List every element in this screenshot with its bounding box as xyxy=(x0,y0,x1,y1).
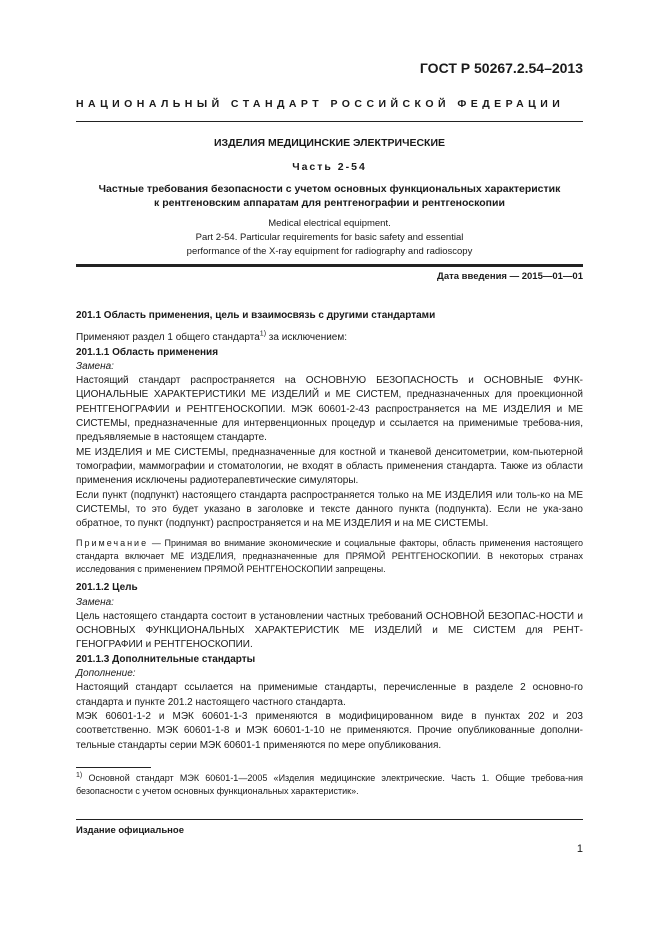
section-heading-201-1-1: 201.1.1 Область применения xyxy=(76,346,219,358)
effective-date: Дата введения — 2015—01—01 xyxy=(437,271,583,282)
footnote-text: Основной стандарт МЭК 60601-1—2005 «Изделия медицинские электрические. Часть 1. Общие требова-ния безопасности с учетом основных функциональных характеристик». xyxy=(76,773,583,796)
footnote-mark: 1) xyxy=(76,772,83,779)
document-subtitle xyxy=(76,182,583,210)
note-paragraph xyxy=(76,537,583,575)
english-title-line-1: Medical electrical equipment. xyxy=(268,218,391,229)
english-title xyxy=(76,217,583,259)
main-content xyxy=(76,309,583,753)
intro-text: Применяют раздел 1 общего стандарта xyxy=(76,332,260,344)
english-title-line-3: performance of the X-ray equipment for radiography and radioscopy xyxy=(186,246,473,257)
note-label: Примечание xyxy=(76,538,149,549)
section-heading-201-1-2: 201.1.2 Цель xyxy=(76,582,138,594)
part-number: Часть 2-54 xyxy=(292,161,367,173)
paragraph-collateral-1: Настоящий стандарт ссылается на применимые стандарты, перечисленные в разделе 2 основно-го стандарта и пункте 201.2 настоящего частного стандарта. xyxy=(76,682,583,708)
replacement-label-1: Замена: xyxy=(76,360,114,372)
paragraph-purpose: Цель настоящего стандарта состоит в установлении частных требований ОСНОВНОЙ БЕЗОПАС-НОСТИ и ОСНОВНЫХ ФУНКЦИОНАЛЬНЫХ ХАРАКТЕРИСТИК МЕ ИЗДЕЛИЙ и МЕ СИСТЕМ для РЕНТ-ГЕНОГРАФИИ и РЕНТГЕНОСКОПИИ. xyxy=(76,610,583,651)
title-divider xyxy=(76,264,583,267)
national-standard-banner: НАЦИОНАЛЬНЫЙ СТАНДАРТ РОССИЙСКОЙ ФЕДЕРАЦИИ xyxy=(76,98,565,110)
addition-label: Дополнение: xyxy=(76,668,136,680)
replacement-label-2: Замена: xyxy=(76,596,114,608)
english-title-line-2: Part 2-54. Particular requirements for basic safety and essential xyxy=(195,232,464,243)
footnote-ref: 1) xyxy=(259,330,267,338)
paragraph-exclusions: МЕ ИЗДЕЛИЯ и МЕ СИСТЕМЫ, предназначенные для костной и тканевой денситометрии, ком-пьютерной томографии, маммографии и стоматологии, не входят в область применения стандарта. Также из области применения исключены радиотерапевтические симуляторы. xyxy=(76,446,583,487)
intro-text-end: за исключением: xyxy=(266,332,348,344)
paragraph-collateral-2: МЭК 60601-1-2 и МЭК 60601-1-3 применяются в модифицированном виде в пунктах 202 и 203 соответственно. МЭК 60601-1-8 и МЭК 60601-1-10 не применяются. Прочие опубликованные дополни-тельные стандарты серии МЭК 60601-1 применяются по мере опубликования. xyxy=(76,710,583,751)
section-heading-201-1-3: 201.1.3 Дополнительные стандарты xyxy=(76,653,256,665)
footnote xyxy=(76,772,583,798)
gost-number: ГОСТ Р 50267.2.54–2013 xyxy=(419,60,583,76)
intro-paragraph xyxy=(76,331,583,345)
official-edition-label: Издание официальное xyxy=(76,825,184,836)
paragraph-applicability: Если пункт (подпункт) настоящего стандарта распространяется только на МЕ ИЗДЕЛИЯ или толь-ко на МЕ СИСТЕМЫ, то это будет указано в заголовке и тексте данного пункта (подпункта). Если не ука-зано обратное, то пункт (подпункт) распространяется и на МЕ ИЗДЕЛИЯ и на МЕ СИСТЕМЫ. xyxy=(76,489,583,530)
footer-divider xyxy=(76,819,583,820)
subtitle-line-1: Частные требования безопасности с учетом основных функциональных характеристик xyxy=(98,183,561,195)
footnote-divider xyxy=(76,767,151,768)
subtitle-line-2: к рентгеновским аппаратам для рентгенографии и рентгеноскопии xyxy=(154,197,505,209)
header-divider xyxy=(76,121,583,122)
page-number: 1 xyxy=(576,843,583,855)
document-title: ИЗДЕЛИЯ МЕДИЦИНСКИЕ ЭЛЕКТРИЧЕСКИЕ xyxy=(213,137,446,149)
paragraph-scope: Настоящий стандарт распространяется на ОСНОВНУЮ БЕЗОПАСНОСТЬ и ОСНОВНЫЕ ФУНК-ЦИОНАЛЬНЫЕ ХАРАКТЕРИСТИКИ МЕ ИЗДЕЛИЙ и МЕ СИСТЕМ, предназначенных для проекционной РЕНТГЕНОГРАФИИ и РЕНТГЕНОСКОПИИ. МЭК 60601-2-43 распространяется на МЕ ИЗДЕЛИЯ и МЕ СИСТЕМЫ, предназначенные для интервенционных процедур и ссылается на применимые требова-ния, предъявляемые в настоящем стандарте. xyxy=(76,375,583,444)
note-text: — Принимая во внимание экономические и социальные факторы, область применения настоящего стандарта включает МЕ ИЗДЕЛИЯ, предназначенные для ПРЯМОЙ РЕНТГЕНОСКОПИИ. В некоторых странах исследования с применением ПРЯМОЙ РЕНТГЕНОСКОПИИ запрещены. xyxy=(76,538,583,574)
section-heading-201-1: 201.1 Область применения, цель и взаимосвязь с другими стандартами xyxy=(76,310,436,321)
